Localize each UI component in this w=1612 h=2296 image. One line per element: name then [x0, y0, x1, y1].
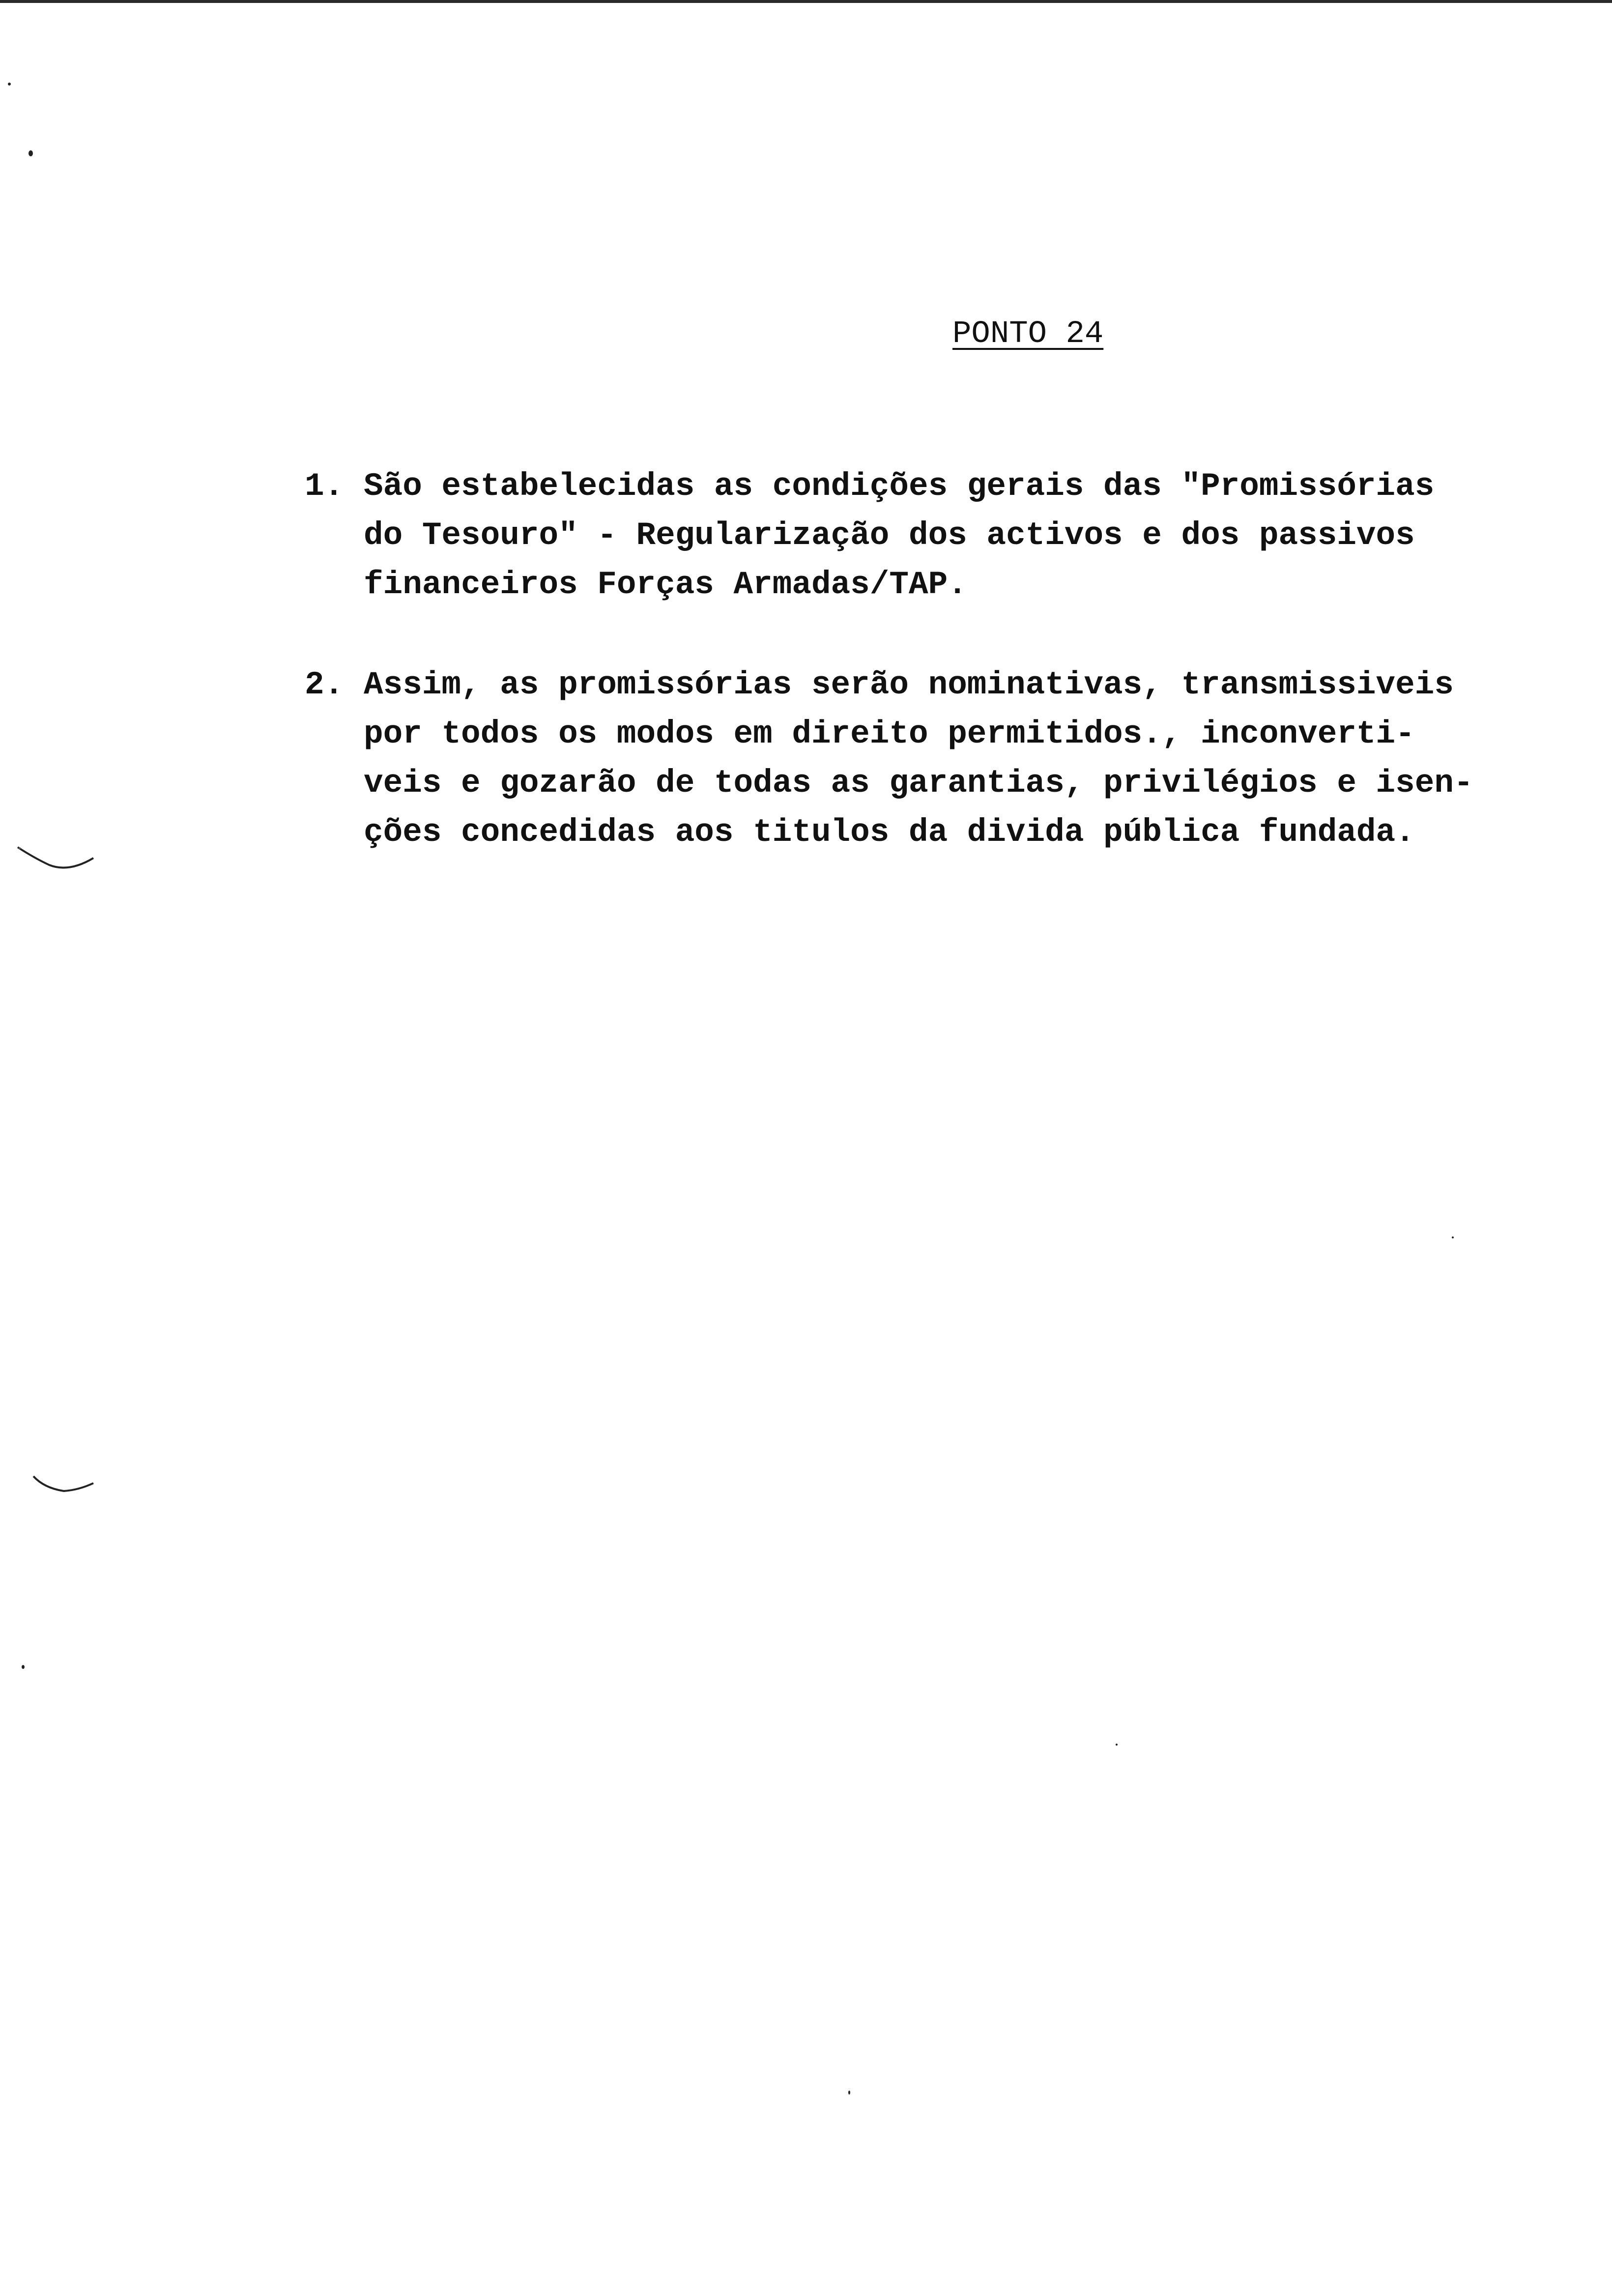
- scan-speck: [1116, 1744, 1118, 1746]
- scan-speck: [1452, 1236, 1454, 1238]
- list-item-number: 2.: [305, 666, 344, 703]
- list-item-text: [364, 660, 1514, 857]
- punch-hole-shadow: [15, 843, 98, 878]
- text-line: Assim, as promissórias serão nominativas, transmissiveis: [364, 666, 1454, 703]
- text-line: ções concedidas aos titulos da divida pública fundada.: [364, 814, 1415, 851]
- text-line: financeiros Forças Armadas/TAP.: [364, 566, 967, 603]
- text-line: do Tesouro" - Regularização dos activos e dos passivos: [364, 517, 1415, 554]
- scan-speck: [848, 2091, 850, 2095]
- scan-speck: [29, 150, 33, 156]
- text-line: por todos os modos em direito permitidos., inconverti-: [364, 716, 1415, 752]
- list-item-text: [364, 462, 1514, 609]
- text-line: São estabelecidas as condições gerais das "Promissórias: [364, 468, 1435, 505]
- page-heading: PONTO 24: [952, 316, 1104, 352]
- text-line: veis e gozarão de todas as garantias, privilégios e isen-: [364, 765, 1473, 802]
- top-edge-rule: [0, 0, 1612, 3]
- punch-hole-shadow: [29, 1466, 98, 1501]
- scan-speck: [22, 1665, 25, 1669]
- scan-speck: [8, 83, 11, 86]
- list-item-number: 1.: [305, 468, 344, 505]
